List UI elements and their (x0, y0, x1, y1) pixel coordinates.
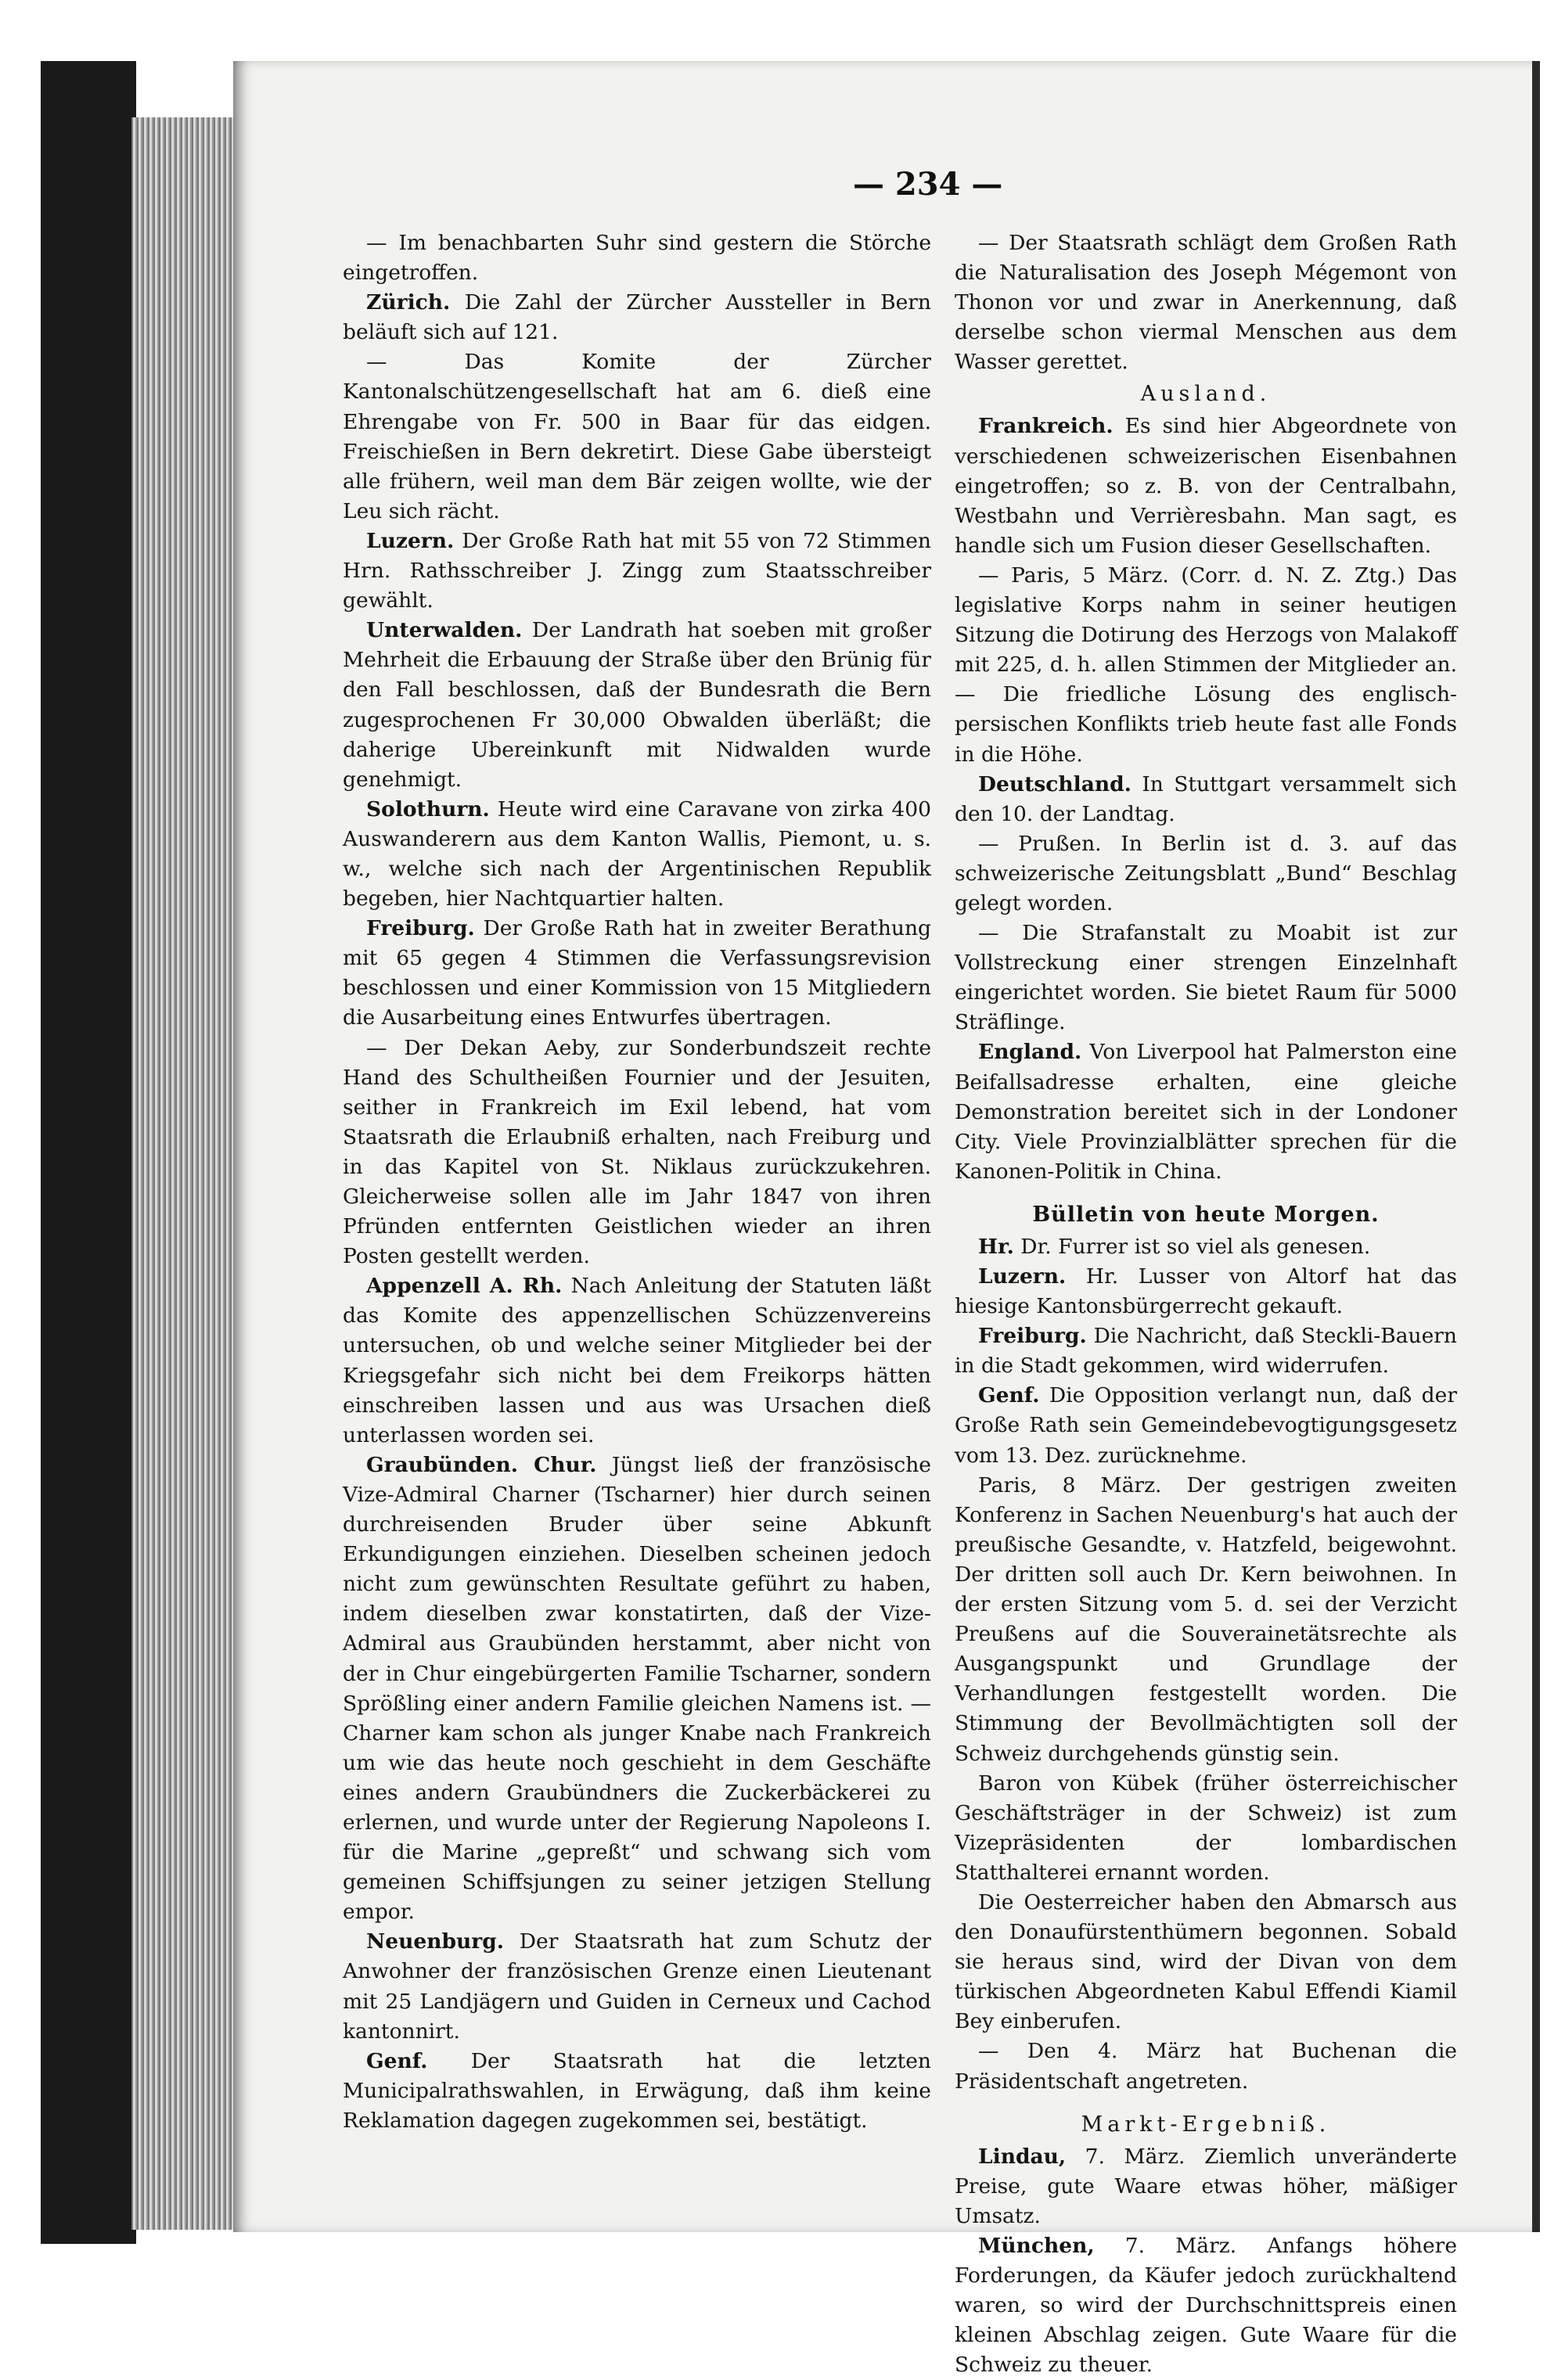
page-number: — 234 — (853, 166, 1003, 203)
article-text: Die Opposition verlangt nun, daß der Große Rath sein Gemeindebevogtigungsgesetz vom 13. Dez. zurücknehme. (955, 1383, 1457, 1468)
article-paragraph (343, 347, 931, 527)
article-text: — Die Strafanstalt zu Moabit ist zur Vollstreckung einer strengen Einzelnhaft eingerichtet worden. Sie bietet Raum für 5000 Sträflinge. (955, 921, 1457, 1035)
article-lead: Freiburg. (366, 916, 475, 941)
article-text: — Prußen. In Berlin ist d. 3. auf das schweizerische Zeitungsblatt „Bund“ Beschlag gelegt worden. (955, 831, 1457, 915)
article-lead: Luzern. (978, 1264, 1067, 1289)
article-text: Die Zahl der Zürcher Aussteller in Bern beläuft sich auf 121. (343, 290, 931, 345)
article-lead: Graubünden. Chur. (366, 1452, 597, 1477)
article-lead: England. (978, 1040, 1082, 1065)
article-text: 7. März. Ziemlich unveränderte Preise, gute Waare etwas höher, mäßiger Umsatz. (955, 2144, 1457, 2228)
article-paragraph (955, 919, 1457, 1037)
article-paragraph (343, 616, 931, 795)
article-paragraph (955, 1037, 1457, 1186)
article-text: Der Staatsrath hat zum Schutz der Anwohner der französischen Grenze einen Lieutenant mit 25 Landjägern und Guiden in Cerneux und Cachod kantonnirt. (343, 1929, 931, 2044)
article-paragraph (343, 1271, 931, 1451)
article-paragraph (343, 228, 931, 288)
article-paragraph (955, 2142, 1457, 2231)
article-lead: Hr. (978, 1234, 1014, 1259)
heading-markt: Markt-Ergebniß. (1081, 2112, 1331, 2137)
article-lead: Genf. (366, 2048, 428, 2073)
article-text: Die Nachricht, daß Steckli-Bauern in die Stadt gekommen, wird widerrufen. (955, 1324, 1457, 1379)
article-paragraph (955, 228, 1457, 377)
article-text: Dr. Furrer ist so viel als genesen. (1013, 1234, 1371, 1259)
article-paragraph (955, 2037, 1457, 2096)
article-lead: Frankreich. (978, 414, 1113, 439)
article-text: In Stuttgart versammelt sich den 10. der Landtag. (955, 771, 1457, 826)
article-paragraph (955, 770, 1457, 829)
article-text: — Im benachbarten Suhr sind gestern die Störche eingetroffen. (343, 231, 931, 286)
page-right-edge (1532, 61, 1540, 2232)
article-lead: Deutschland. (978, 771, 1131, 796)
article-text: — Der Dekan Aeby, zur Sonderbundszeit rechte Hand des Schultheißen Fournier und der Jesuiten, seither in Frankreich im Exil lebend, hat vom Staatsrath die Erlaubniß erhalten, nach Freiburg und in das Kapitel von St. Niklaus zurückzukehren. Gleicherweise sollen alle im Jahr 1847 von ihren Pfründen entfernten Geistlichen wieder an ihren Posten gestellt werden. (343, 1035, 931, 1269)
column-left (343, 228, 931, 2136)
article-text: — Den 4. März hat Buchenan die Präsidentschaft angetreten. (955, 2039, 1457, 2094)
article-text: 7. März. Anfangs höhere Forderungen, da Käufer jedoch zurückhaltend waren, so wird der Durchschnittspreis einen kleinen Abschlag zeigen. Gute Waare für die Schweiz zu theuer. (955, 2233, 1457, 2378)
article-text: Der Große Rath hat mit 55 von 72 Stimmen Hrn. Rathsschreiber J. Zingg zum Staatsschreiber gewählt. (343, 528, 931, 613)
article-paragraph (955, 561, 1457, 770)
article-lead: Lindau, (978, 2144, 1067, 2169)
article-text: Nach Anleitung der Statuten läßt das Komite des appenzellischen Schüzzenvereins untersuchen, ob und welche seiner Mitglieder bei der Kriegsgefahr sich nicht bei dem Freikorps hätten einschreiben lassen und aus was Ursachen dieß unterlassen worden sei. (343, 1274, 931, 1447)
article-paragraph (955, 412, 1457, 560)
article-lead: München, (978, 2233, 1095, 2258)
article-text: Heute wird eine Caravane von zirka 400 Auswanderern aus dem Kanton Wallis, Piemont, u. s. w., welche sich nach der Argentinischen Republik begeben, hier Nachtquartier halten. (343, 796, 931, 911)
article-paragraph (955, 1381, 1457, 1470)
article-paragraph (955, 1888, 1457, 2037)
article-paragraph (343, 914, 931, 1033)
article-paragraph (955, 829, 1457, 919)
article-lead: Appenzell A. Rh. (366, 1274, 563, 1299)
article-text: Hr. Lusser von Altorf hat das hiesige Kantonsbürgerrecht gekauft. (955, 1264, 1457, 1319)
article-text: Der Staatsrath hat die letzten Municipalrathswahlen, in Erwägung, daß ihm keine Reklamation dagegen zugekommen sei, bestätigt. (343, 2048, 931, 2133)
article-paragraph (955, 1471, 1457, 1769)
column-right (955, 228, 1457, 2380)
article-text: Es sind hier Abgeordnete von verschiedenen schweizerischen Eisenbahnen eingetroffen; so z. B. von der Centralbahn, Westbahn und Verrièresbahn. Man sagt, es handle sich um Fusion dieser Gesellschaften. (955, 414, 1457, 558)
article-text: Baron von Kübek (früher österreichischer Geschäftsträger in der Schweiz) ist zum Vizepräsidenten der lombardischen Statthalterei ernannt worden. (955, 1771, 1457, 1885)
article-paragraph (955, 1232, 1457, 1262)
article-text: Jüngst ließ der französische Vize-Admiral Charner (Tscharner) hier durch seinen durchreisenden Bruder über seine Abkunft Erkundigungen einziehen. Dieselben scheinen jedoch nicht zum gewünschten Resultate geführt zu haben, indem dieselben zwar konstatirten, daß der Vize-Admiral aus Graubünden herstammt, aber nicht von der in Chur eingebürgerten Familie Tscharner, sondern Sprößling einer andern Familie gleichen Namens ist. — Charner kam schon als junger Knabe nach Frankreich um wie das heute noch geschieht in dem Geschäfte eines andern Graubündners die Zuckerbäckerei zu erlernen, und wurde unter der Regierung Napoleons I. für die Marine „gepreßt“ und schwang sich vom gemeinen Schiffsjungen zu seiner jetzigen Stellung empor. (343, 1452, 931, 1925)
article-text: — Paris, 5 März. (Corr. d. N. Z. Ztg.) Das legislative Korps nahm in seiner heutigen Sitzung die Dotirung des Herzogs von Malakoff mit 225, d. h. allen Stimmen der Mitglieder an. — Die friedliche Lösung des englisch-persischen Konflikts trieb heute fast alle Fonds in die Höhe. (955, 563, 1457, 767)
article-paragraph (955, 1321, 1457, 1381)
heading-ausland: Ausland. (1140, 382, 1272, 407)
article-paragraph (343, 288, 931, 347)
article-lead: Genf. (978, 1383, 1040, 1408)
article-text: Von Liverpool hat Palmerston eine Beifallsadresse erhalten, eine gleiche Demonstration bereitet sich in der Londoner City. Viele Provinzialblätter sprechen für die Kanonen-Politik in China. (955, 1040, 1457, 1184)
article-paragraph (343, 2047, 931, 2136)
book-cover-spine (41, 61, 136, 2244)
article-text: — Das Komite der Zürcher Kantonalschützengesellschaft hat am 6. dieß eine Ehrengabe von Fr. 500 in Baar für das eidgen. Freischießen in Bern dekretirt. Diese Gabe übersteigt alle frühern, weil man dem Bär zeigen wollte, wie der Leu sich rächt. (343, 350, 931, 523)
article-paragraph (955, 1262, 1457, 1321)
page-edges (131, 117, 233, 2230)
article-paragraph (343, 1451, 931, 1928)
article-text: Der Große Rath hat in zweiter Berathung mit 65 gegen 4 Stimmen die Verfassungsrevision beschlossen und einer Kommission von 15 Mitgliedern die Ausarbeitung eines Entwurfes übertragen. (343, 916, 931, 1030)
article-paragraph (343, 1034, 931, 1272)
article-paragraph (955, 1769, 1457, 1888)
heading-bulletin: Bülletin von heute Morgen. (1032, 1202, 1380, 1227)
article-lead: Zürich. (366, 290, 451, 315)
article-text: Die Oesterreicher haben den Abmarsch aus den Donaufürstenthümern begonnen. Sobald sie heraus sind, wird der Divan von dem türkischen Abgeordneten Kabul Effendi Kiamil Bey einberufen. (955, 1889, 1457, 2034)
article-paragraph (343, 795, 931, 914)
article-lead: Neuenburg. (366, 1929, 504, 1954)
article-text: Paris, 8 März. Der gestrigen zweiten Konferenz in Sachen Neuenburg's hat auch der preußische Gesandte, v. Hatzfeld, beigewohnt. Der dritten soll auch Dr. Kern beiwohnen. In der ersten Sitzung vom 5. d. sei der Verzicht Preußens auf die Souverainetätsrechte als Ausgangspunkt und Grundlage der Verhandlungen festgestellt worden. Die Stimmung der Bevollmächtigten soll der Schweiz durchgehends günstig sein. (955, 1472, 1457, 1766)
article-lead: Freiburg. (978, 1324, 1087, 1349)
article-paragraph (343, 527, 931, 616)
article-text: — Der Staatsrath schlägt dem Großen Rath die Naturalisation des Joseph Mégemont von Thonon vor und zwar in Anerkennung, daß derselbe schon viermal Menschen aus dem Wasser gerettet. (955, 231, 1457, 375)
article-text: Der Landrath hat soeben mit großer Mehrheit die Erbauung der Straße über den Brünig für den Fall beschlossen, daß der Bundesrath die Bern zugesprochenen Fr 30,000 Obwalden überläßt; die daherige Ubereinkunft mit Nidwalden wurde genehmigt. (343, 618, 931, 792)
article-paragraph (343, 1927, 931, 2046)
article-lead: Luzern. (366, 528, 455, 553)
article-lead: Unterwalden. (366, 618, 523, 643)
article-lead: Solothurn. (366, 796, 490, 821)
article-paragraph (955, 2231, 1457, 2380)
